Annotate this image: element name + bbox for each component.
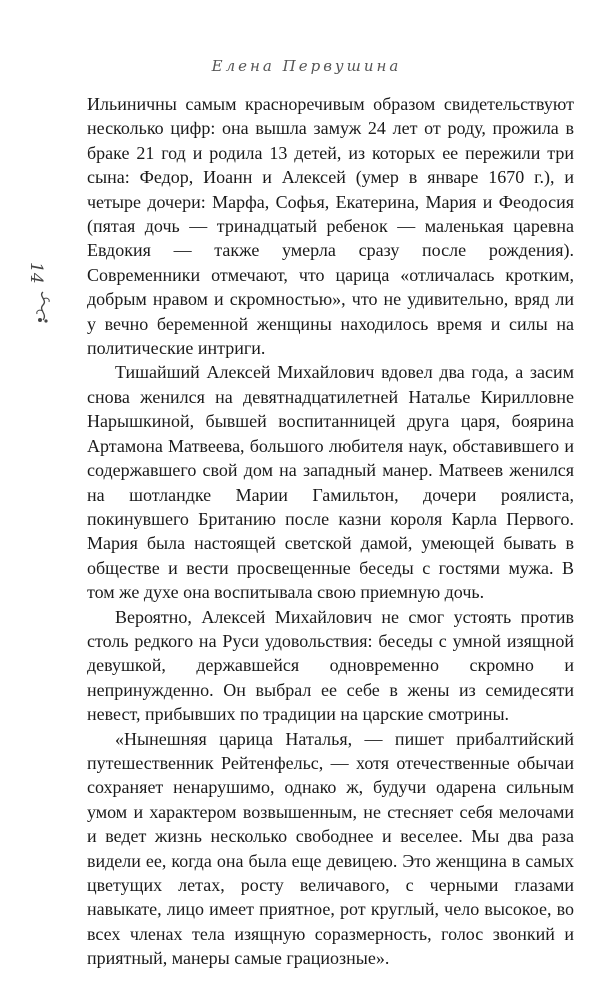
body-text (87, 92, 574, 971)
paragraph: Тишайший Алексей Михайлович вдовел два года, а засим снова женился на девятнадцатилетней Наталье Кирилловне Нарышкиной, бывшей воспитанницей друга царя, боярина Артамона Матвеева, большого любителя наук, обставившего и содержавшего свой дом на западный манер. Матвеев женился на шотландке Марии Гамильтон, дочери роялиста, покинувшего Британию после казни короля Карла Первого. Мария была настоящей светской дамой, умеющей бывать в обществе и вести просвещенные беседы с гостями мужа. В том же духе она воспитывала свою приемную дочь. (87, 362, 574, 603)
paragraph: Вероятно, Алексей Михайлович не смог устоять против столь редкого на Руси удовольствия: беседы с умной изящной девушкой, державшейся одновременно скромно и непринужденно. Он выбрал ее себе в жены из семидесяти невест, прибывших по традиции на царские смотрины. (87, 606, 574, 725)
floral-ornament-icon (32, 290, 54, 324)
paragraph: Ильиничны самым красноречивым образом свидетельствуют несколько цифр: она вышла замуж 24 лет от роду, прожила в браке 21 год и родила 13 детей, из которых ее пережили три сына: Федор, Иоанн и Алексей (умер в январе 1670 г.), и четыре дочери: Марфа, Софья, Екатерина, Мария и Феодосия (пятая дочь — тринадцатый ребенок — маленькая царевна Евдокия — также умерла сразу после рождения). Современники отмечают, что царица «отличалась кротким, добрым нравом и скромностью», что не удивительно, вряд ли у вечно беременной женщины находилось время и силы на политические интриги. (87, 94, 574, 359)
running-head: Елена Первушина (211, 57, 402, 75)
page-number: 14 (26, 262, 46, 284)
paragraph: «Нынешняя царица Наталья, — пишет прибалтийский путешественник Рейтенфельс, — хотя отечественные обычаи сохраняет ненарушимо, однако ж, будучи одарена сильным умом и характером возвышенным, не стесняет себя мелочами и ведет жизнь несколько свободнее и веселее. Мы два раза видели ее, когда она была еще девицею. Это женщина в самых цветущих летах, росту величавого, с черными глазами навыкате, лицо имеет приятное, рот круглый, чело высокое, во всех членах тела изящную соразмерность, голос звонкий и приятный, манеры самые грациозные». (87, 728, 574, 969)
folio (26, 262, 56, 332)
